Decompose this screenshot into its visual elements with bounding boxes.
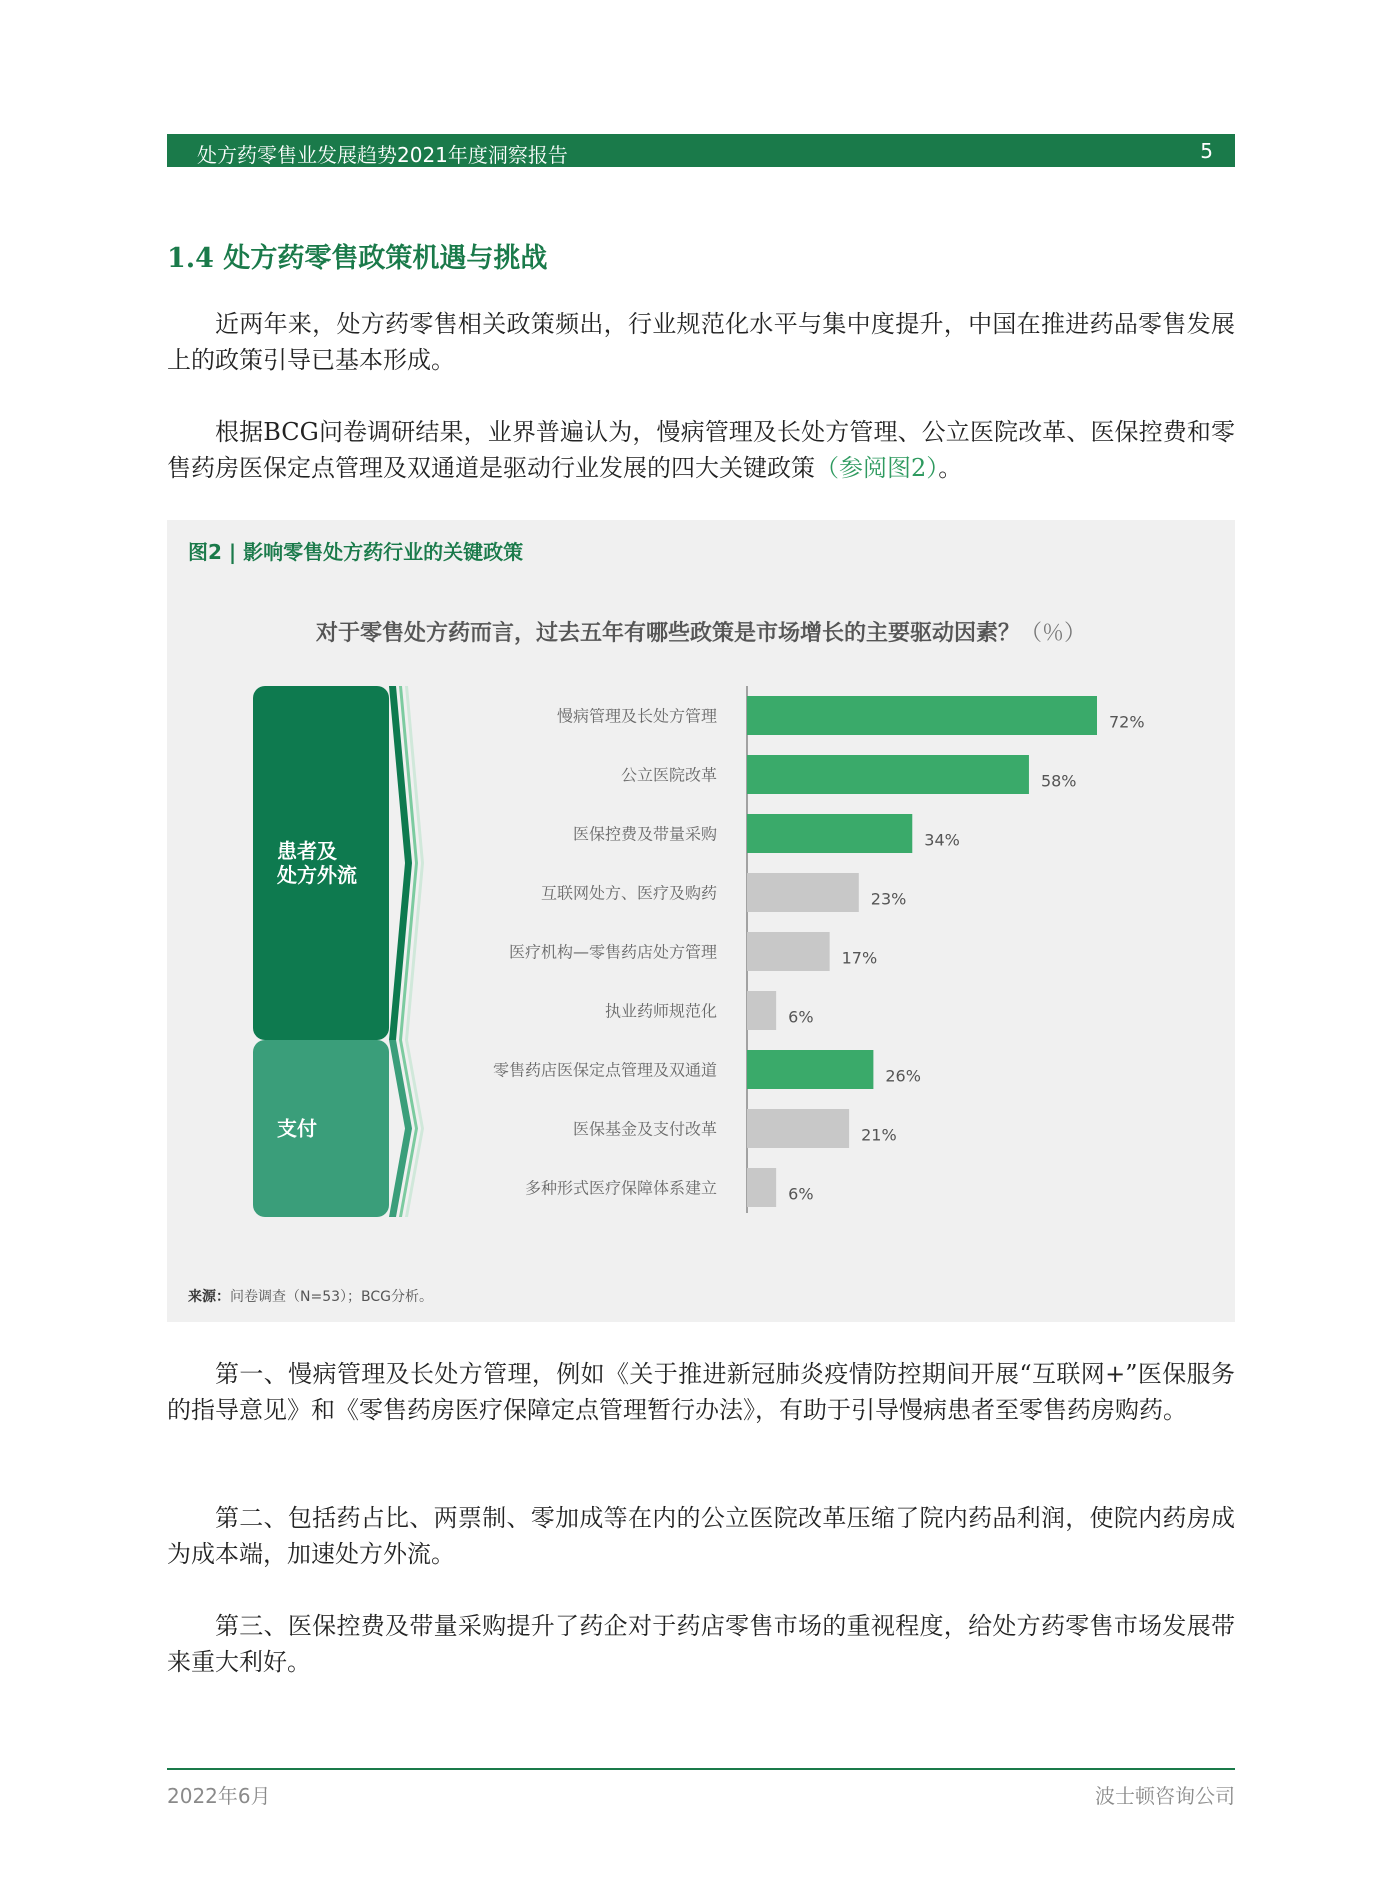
category-label-1: 公立医院改革 xyxy=(620,765,717,785)
group-chevron-1-0 xyxy=(389,1040,412,1217)
bar-1 xyxy=(747,755,1029,794)
value-label-8: 6% xyxy=(788,1184,814,1204)
category-label-2: 医保控费及带量采购 xyxy=(572,824,717,844)
value-label-7: 21% xyxy=(861,1125,897,1145)
group-label-0-1: 处方外流 xyxy=(277,863,357,887)
category-label-6: 零售药店医保定点管理及双通道 xyxy=(492,1060,717,1080)
category-label-4: 医疗机构—零售药店处方管理 xyxy=(508,942,717,962)
category-label-5: 执业药师规范化 xyxy=(604,1001,717,1021)
category-label-0: 慢病管理及长处方管理 xyxy=(556,706,717,726)
page-number: 5 xyxy=(1200,139,1213,163)
value-label-3: 23% xyxy=(870,889,907,909)
bar-0 xyxy=(747,696,1097,735)
value-label-5: 6% xyxy=(788,1007,814,1027)
figure-reference-link[interactable]: （参阅图2） xyxy=(815,454,939,482)
bar-4 xyxy=(747,932,830,971)
footer-company: 波士顿咨询公司 xyxy=(1095,1784,1235,1808)
category-label-7: 医保基金及支付改革 xyxy=(572,1119,717,1139)
bar-chart xyxy=(167,520,1235,1280)
bar-3 xyxy=(747,873,859,912)
paragraph-survey-text: 根据BCG问卷调研结果，业界普遍认为，慢病管理及长处方管理、公立医院改革、医保控费和零售药房医保定点管理及双通道是驱动行业发展的四大关键政策 xyxy=(167,418,1235,482)
value-label-2: 34% xyxy=(924,830,960,850)
chart-unit: （％） xyxy=(1020,621,1087,646)
paragraph-survey-end: 。 xyxy=(938,454,963,482)
paragraph-first: 第一、慢病管理及长处方管理，例如《关于推进新冠肺炎疫情防控期间开展“互联网+”医保服务的指导意见》和《零售药房医疗保障定点管理暂行办法》，有助于引导慢病患者至零售药房购药。 xyxy=(167,1360,1235,1424)
bar-6 xyxy=(747,1050,873,1089)
group-label-0-0: 患者及 xyxy=(277,839,337,863)
value-label-1: 58% xyxy=(1040,771,1077,791)
report-title: 处方药零售业发展趋势2021年度洞察报告 xyxy=(197,143,568,167)
footer-divider xyxy=(167,1768,1235,1770)
paragraph-third: 第三、医保控费及带量采购提升了药企对于药店零售市场的重视程度，给处方药零售市场发展带来重大利好。 xyxy=(167,1612,1235,1676)
source-text: 问卷调查（N=53）；BCG分析。 xyxy=(230,1289,433,1305)
bar-2 xyxy=(747,814,912,853)
group-label-1-0: 支付 xyxy=(277,1116,317,1141)
bar-7 xyxy=(747,1109,849,1148)
section-title: 1.4 处方药零售政策机遇与挑战 xyxy=(167,243,548,274)
paragraph-survey xyxy=(167,414,1235,486)
chart-question-text: 对于零售处方药而言，过去五年有哪些政策是市场增长的主要驱动因素？ xyxy=(315,621,1020,646)
value-label-0: 72% xyxy=(1109,712,1145,732)
category-label-8: 多种形式医疗保障体系建立 xyxy=(524,1178,717,1198)
bar-8 xyxy=(747,1168,776,1207)
figure-title: 图2 | 影响零售处方药行业的关键政策 xyxy=(188,540,524,564)
bar-5 xyxy=(747,991,776,1030)
figure-source xyxy=(188,1286,433,1306)
header-bar xyxy=(167,134,1235,167)
figure-panel xyxy=(167,520,1235,1322)
paragraph-second: 第二、包括药占比、两票制、零加成等在内的公立医院改革压缩了院内药品利润，使院内药房成为成本端，加速处方外流。 xyxy=(167,1504,1235,1568)
group-chevron-0-0 xyxy=(389,686,412,1040)
value-label-4: 17% xyxy=(841,948,878,968)
group-block-1 xyxy=(253,1040,389,1217)
footer-date: 2022年6月 xyxy=(167,1784,271,1808)
source-label: 来源： xyxy=(188,1289,230,1305)
value-label-6: 26% xyxy=(885,1066,921,1086)
category-label-3: 互联网处方、医疗及购药 xyxy=(540,883,717,903)
paragraph-intro: 近两年来，处方药零售相关政策频出，行业规范化水平与集中度提升，中国在推进药品零售发展上的政策引导已基本形成。 xyxy=(167,310,1235,374)
